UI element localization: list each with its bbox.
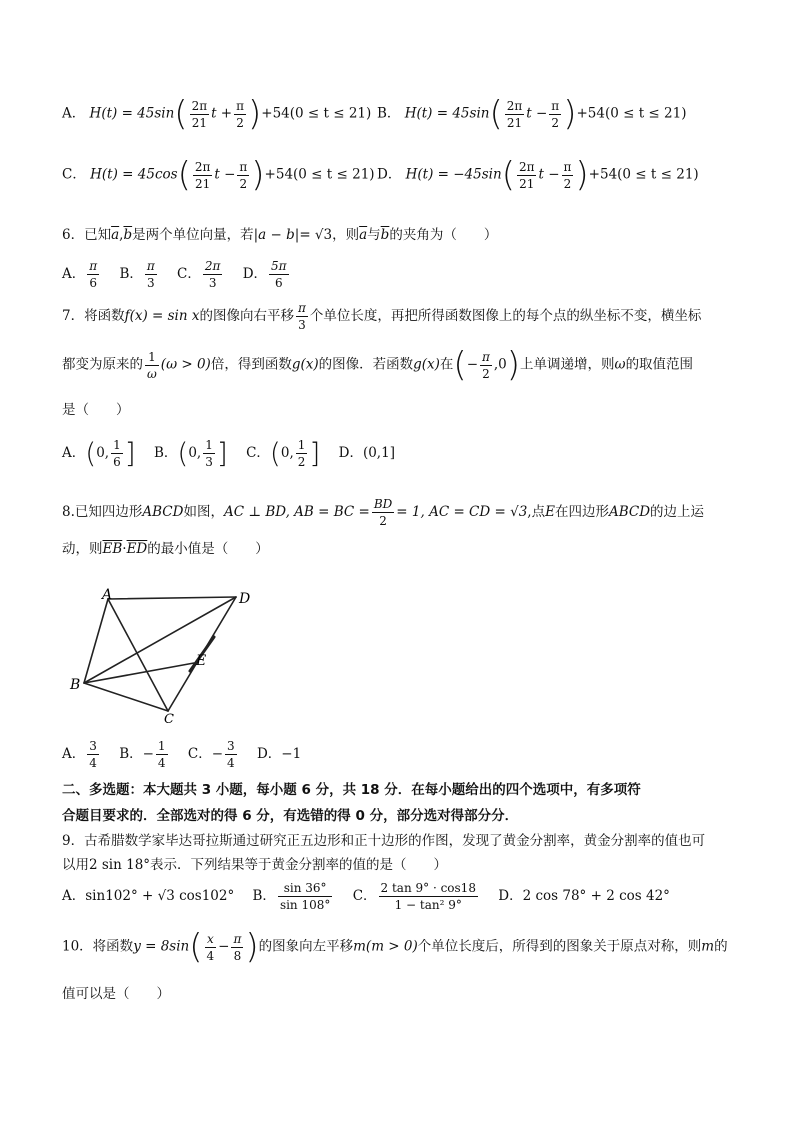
vector-a: $\overline{a}$	[359, 227, 368, 243]
q6-option-a: A． $\frac{\pi}{6}$	[62, 259, 98, 290]
q6-option-d: D． $\frac{5\pi}{6}$	[242, 259, 287, 290]
edge-ad	[108, 597, 236, 599]
quadrilateral-figure	[64, 585, 264, 725]
label-a: A	[102, 587, 113, 603]
q8-option-d: D．−1	[256, 746, 302, 762]
formula-text: a − b	[258, 227, 295, 243]
q10-stem-line2: 值可以是（ ）	[62, 986, 170, 1002]
formula-text: +54(0 ≤ t ≤ 21)	[261, 105, 372, 122]
q9-options	[62, 880, 670, 913]
q5-option-b: B． H(t) = 45sin( $\frac{2\pi}{21}$ t − $\frac{\pi}{2}$ )+54(0 ≤ t ≤ 21)	[377, 94, 687, 134]
label-b: B	[70, 677, 81, 693]
q9-option-d: D．2 cos 78° + 2 cos 42°	[498, 888, 670, 904]
stem-text: 6．已知	[62, 227, 112, 243]
formula-text: +54(0 ≤ t ≤ 21)	[588, 166, 699, 183]
vector-ed: $\overline{ED}$	[126, 541, 148, 557]
edge-ab	[84, 599, 108, 683]
vector-a: $\overline{a}$	[111, 227, 120, 243]
q6-options	[62, 258, 291, 291]
formula-text: +54(0 ≤ t ≤ 21)	[264, 166, 375, 183]
option-label: C．	[62, 166, 86, 183]
q9-stem-line2: 以用2 sin 18°表示．下列结果等于黄金分割率的值的是（ ）	[62, 857, 448, 873]
fraction: $\frac{2\pi}{21}$	[506, 98, 523, 130]
q10-stem-line1: 10．将函数y = 8sin( $\frac{x}{4}$ − $\frac{\pi}{8}$ )的图象向左平移m(m > 0)个单位长度后，所得到的图象关于原点对称，则m的	[62, 927, 728, 967]
stem-text: ,	[119, 227, 124, 243]
label-c: C	[164, 712, 174, 725]
fraction: $\frac{2\pi}{21}$	[191, 98, 208, 130]
q8-option-b: B．− $\frac{1}{4}$	[119, 739, 166, 770]
fraction: $\frac{\pi}{2}$	[239, 159, 248, 191]
q5-option-d: D． H(t) = −45sin( $\frac{2\pi}{21}$ t − $\frac{\pi}{2}$ )+54(0 ≤ t ≤ 21)	[377, 155, 699, 195]
fraction: $\frac{\pi}{2}$	[563, 159, 572, 191]
q6-option-c: C． $\frac{2\pi}{3}$	[177, 259, 221, 290]
fraction: $\frac{\pi}{2}$	[236, 98, 245, 130]
vector-b: $\overline{b}$	[380, 227, 390, 243]
formula-text: +54(0 ≤ t ≤ 21)	[576, 105, 687, 122]
vector-eb: $\overline{EB}$	[102, 541, 123, 557]
q9-option-c: C． $\frac{2 \tan 9^\circ \cdot \cos 18}{\text{1 − tan² 9°}}$	[352, 881, 476, 912]
stem-text: 的夹角为（ ）	[389, 227, 498, 243]
q8-option-c: C．− $\frac{3}{4}$	[187, 739, 235, 770]
formula-text: t +	[211, 105, 233, 122]
formula-text: t −	[214, 166, 236, 183]
q8-stem-line1: 8.已知四边形ABCD如图，AC ⊥ BD, AB = BC = $\frac{BD}{2}$ = 1, AC = CD = √3,点E在四边形ABCD的边上运	[62, 497, 705, 528]
q8-option-a: A． $\frac{3}{4}$	[62, 739, 97, 770]
section-heading-line2: 合题目要求的．全部选对的得 6 分，有选错的得 0 分，部分选对得部分分．	[62, 808, 519, 824]
stem-text: |= √3，则	[294, 227, 360, 243]
q7-stem-line2: 都变为原来的 $\frac{1}{\omega}$ (ω > 0)倍，得到函数g(x)的图像．若函数g(x)在(− $\frac{\pi}{2}$ ,0)上单调递增，则ω的取值范围	[62, 345, 694, 385]
formula-text: H(t) = −45sin	[405, 166, 502, 183]
section-heading-line1: 二、多选题：本大题共 3 小题，每小题 6 分，共 18 分．在每小题给出的四个选项中，有多项符	[62, 782, 641, 798]
q8-stem-line2: 动，则$\overline{EB}\cdot\overline{ED}$的最小值是（ ）	[62, 541, 269, 557]
q9-stem-line1: 9．古希腊数学家毕达哥拉斯通过研究正五边形和正十边形的作图，发现了黄金分割率，黄金分割率的值也可	[62, 833, 706, 849]
fraction: $\frac{\pi}{2}$	[551, 98, 560, 130]
q6-stem	[62, 229, 497, 243]
formula-text: H(t) = 45sin	[404, 105, 490, 122]
formula-text: t −	[526, 105, 548, 122]
q7-stem-line1: 7．将函数f(x) = sin x的图像向右平移 $\frac{\pi}{3}$ 个单位长度，再把所得函数图像上的每个点的纵坐标不变，横坐标	[62, 301, 702, 332]
q7-option-c: C．(0, $\frac{1}{2}$ ]	[246, 436, 321, 470]
formula-text: H(t) = 45cos	[90, 166, 178, 183]
stem-text: 与	[367, 227, 381, 243]
q9-option-a: A．sin102° + √3 cos102°	[62, 888, 235, 904]
q7-options	[62, 437, 395, 470]
formula-text: t −	[538, 166, 560, 183]
fraction: $\frac{2\pi}{21}$	[194, 159, 211, 191]
q8-options	[62, 738, 301, 771]
fraction: $\frac{2\pi}{21}$	[518, 159, 535, 191]
stem-text: 是两个单位向量，若|	[132, 227, 259, 243]
q6-option-b: B． $\frac{\pi}{3}$	[119, 259, 155, 290]
option-label: A．	[62, 105, 86, 122]
label-d: D	[239, 591, 251, 607]
option-label: B．	[377, 105, 401, 122]
q9-option-b: B． $\frac{\sin 36^\circ}{\sin 108^\circ}$	[252, 881, 331, 912]
formula-text: H(t) = 45sin	[89, 105, 175, 122]
q5-option-c: C． H(t) = 45cos( $\frac{2\pi}{21}$ t − $\frac{\pi}{2}$ )+54(0 ≤ t ≤ 21)	[62, 155, 375, 195]
q7-option-d: D．(0,1]	[338, 445, 395, 461]
q7-option-b: B．(0, $\frac{1}{3}$ ]	[153, 436, 228, 470]
q7-option-a: A．(0, $\frac{1}{6}$ ]	[62, 436, 136, 470]
q5-option-a: A． H(t) = 45sin( $\frac{2\pi}{21}$ t + $\frac{\pi}{2}$ )+54(0 ≤ t ≤ 21)	[62, 94, 372, 134]
q7-stem-line3: 是（ ）	[62, 402, 130, 418]
vector-b: $\overline{b}$	[123, 227, 133, 243]
option-label: D．	[377, 166, 402, 183]
label-e: E	[196, 653, 207, 669]
